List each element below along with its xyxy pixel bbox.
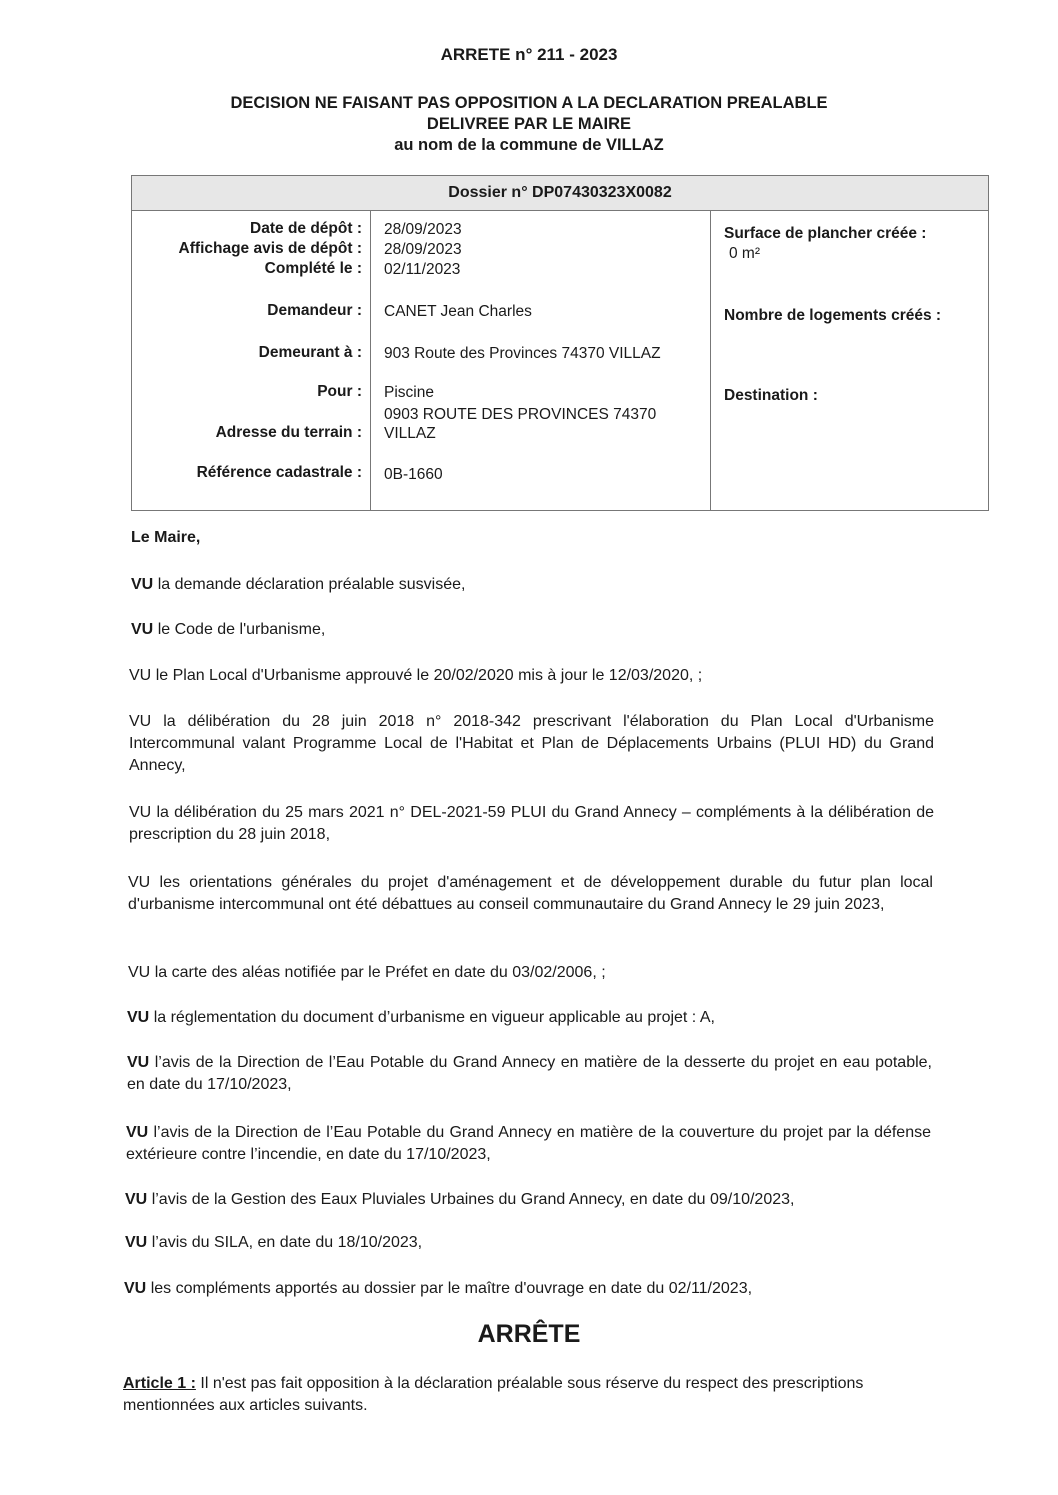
demandeur-value: CANET Jean Charles (384, 303, 532, 320)
vu-text: l’avis de la Gestion des Eaux Pluviales Urbaines du Grand Annecy, en date du 09/10/2023, (151, 1191, 795, 1208)
vu-paragraph (128, 872, 933, 916)
vu-keyword: VU (125, 1191, 148, 1208)
vu-text: la carte des aléas notifiée par le Préfet en date du 03/02/2006, ; (154, 964, 606, 981)
surface-plancher-label: Surface de plancher créée : (724, 225, 927, 242)
arrete-heading: ARRÊTE (477, 1320, 581, 1348)
decision-title-line1: DECISION NE FAISANT PAS OPPOSITION A LA DECLARATION PREALABLE (230, 94, 828, 112)
vu-paragraph (127, 1007, 932, 1029)
vu-text: la demande déclaration préalable susvisée, (157, 576, 466, 593)
vu-paragraph (125, 1189, 930, 1211)
dossier-heading: Dossier n° DP07430323X0082 (132, 176, 988, 211)
reference-cadastrale-value: 0B-1660 (384, 466, 443, 483)
vu-keyword: VU (126, 1124, 149, 1141)
affichage-label: Affichage avis de dépôt : (178, 240, 362, 257)
surface-plancher-value: 0 m² (729, 245, 760, 262)
demandeur-label: Demandeur : (267, 302, 362, 319)
vu-text: le Plan Local d'Urbanisme approuvé le 20/02/2020 mis à jour le 12/03/2020, ; (155, 667, 703, 684)
vu-keyword: VU (129, 713, 152, 730)
adresse-terrain-label: Adresse du terrain : (215, 424, 362, 441)
nombre-logements-label: Nombre de logements créés : (724, 307, 942, 324)
column-divider-right (710, 211, 711, 510)
vu-keyword: VU (125, 1234, 148, 1251)
vu-keyword: VU (128, 964, 151, 981)
vu-keyword: VU (127, 1054, 150, 1071)
column-divider-left (370, 211, 371, 510)
vu-paragraph (129, 711, 934, 777)
vu-text: l’avis de la Direction de l’Eau Potable du Grand Annecy en matière de la desserte du projet en eau potable, en date du 17/10/2023, (127, 1054, 933, 1093)
vu-paragraph (126, 1122, 931, 1166)
vu-text: la délibération du 25 mars 2021 n° DEL-2021-59 PLUI du Grand Annecy – compléments à la délibération de prescription du 28 juin 2018, (129, 804, 934, 843)
vu-paragraph (127, 1052, 932, 1096)
demeurant-label: Demeurant à : (258, 344, 362, 361)
vu-text: l’avis du SILA, en date du 18/10/2023, (151, 1234, 423, 1251)
vu-paragraph (131, 619, 936, 641)
vu-paragraph (125, 1232, 930, 1254)
article-1-label: Article 1 : (123, 1375, 196, 1392)
vu-paragraph (129, 802, 934, 846)
destination-label: Destination : (724, 387, 818, 404)
vu-paragraph (124, 1278, 929, 1300)
le-maire: Le Maire, (131, 529, 201, 546)
vu-paragraph (128, 962, 933, 984)
vu-paragraph (129, 665, 934, 687)
arrete-number: ARRETE n° 211 - 2023 (440, 45, 618, 64)
complete-value: 02/11/2023 (384, 261, 461, 278)
vu-text: les compléments apportés au dossier par le maître d'ouvrage en date du 02/11/2023, (150, 1280, 753, 1297)
vu-keyword: VU (131, 576, 154, 593)
adresse-terrain-value-line2: VILLAZ (384, 425, 436, 442)
vu-keyword: VU (131, 621, 154, 638)
date-depot-value: 28/09/2023 (384, 221, 462, 238)
vu-text: les orientations générales du projet d'aménagement et de développement durable du futur plan local d'urbanisme intercommunal ont été débattues au conseil communautaire du Grand Annecy le 29 juin 2023, (128, 874, 933, 913)
decision-title-line2: DELIVREE PAR LE MAIRE (426, 115, 632, 133)
vu-text: la délibération du 28 juin 2018 n° 2018-342 prescrivant l'élaboration du Plan Local d'Urbanisme Intercommunal valant Programme Local de l'Habitat et Plan de Déplacements Urbains (PLUI HD) du Grand Annecy, (129, 713, 935, 774)
vu-paragraph (131, 574, 936, 596)
pour-label: Pour : (317, 383, 362, 400)
vu-text: l’avis de la Direction de l’Eau Potable du Grand Annecy en matière de la couverture du projet par la défense extérieure contre l’incendie, en date du 17/10/2023, (126, 1124, 932, 1163)
affichage-value: 28/09/2023 (384, 241, 462, 258)
vu-text: la réglementation du document d’urbanisme en vigueur applicable au projet : A, (153, 1009, 715, 1026)
article-1 (123, 1373, 913, 1417)
reference-cadastrale-label: Référence cadastrale : (196, 464, 362, 481)
vu-keyword: VU (129, 804, 152, 821)
demeurant-value: 903 Route des Provinces 74370 VILLAZ (384, 345, 661, 362)
article-1-text: Il n'est pas fait opposition à la déclaration préalable sous réserve du respect des prescriptions mentionnées aux articles suivants. (123, 1375, 864, 1414)
complete-label: Complété le : (264, 260, 362, 277)
decision-title (0, 93, 1058, 156)
vu-text: le Code de l'urbanisme, (157, 621, 326, 638)
decision-title-line3: au nom de la commune de VILLAZ (394, 136, 664, 154)
vu-keyword: VU (129, 667, 152, 684)
dossier-box (131, 175, 989, 511)
pour-value: Piscine (384, 384, 434, 401)
adresse-terrain-value-line1: 0903 ROUTE DES PROVINCES 74370 (384, 406, 657, 423)
vu-keyword: VU (128, 874, 151, 891)
vu-keyword: VU (124, 1280, 147, 1297)
vu-keyword: VU (127, 1009, 150, 1026)
date-depot-label: Date de dépôt : (250, 220, 362, 237)
